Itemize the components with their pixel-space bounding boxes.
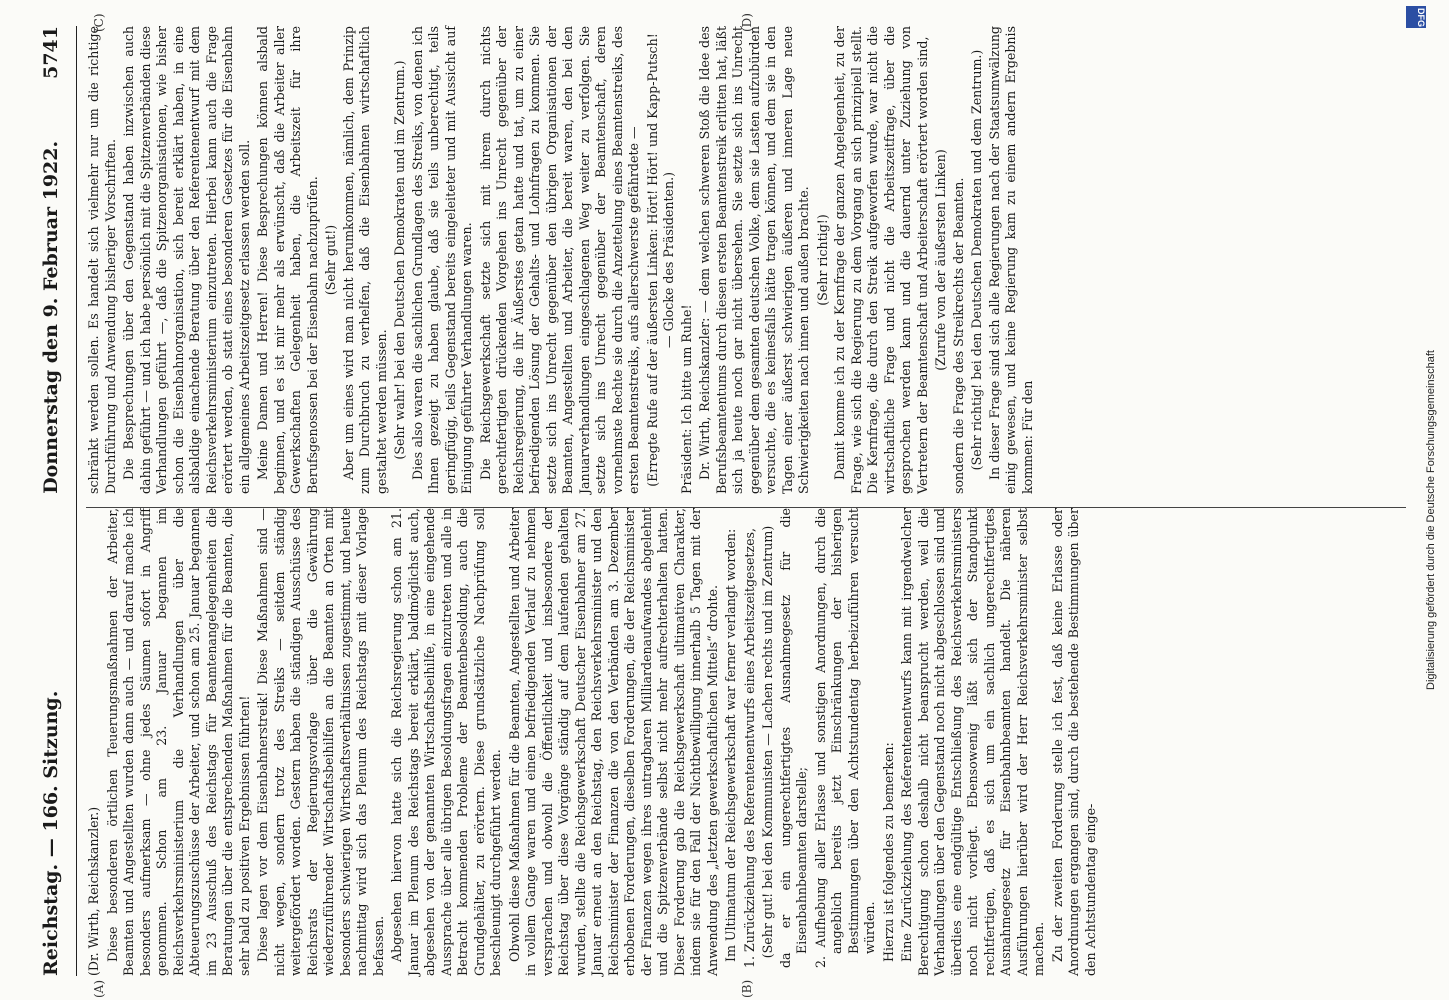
paragraph: Dr. Wirth, Reichskanzler: — dem welchen schweren Stoß die Idee des Berufsbeamtentums durch diesen ersten Beamtenstreik erlitten hat, läßt sich ja heute noch gar nicht übersehen. Sie setzte sich ins Unrecht gegenüber dem gesamten deutschen Volke, dem sie Lasten aufzubürden versuchte, die es keinesfalls hätte tragen können, und dem sie in den Tagen einer äußerst schwierigen äußeren und inneren Lage neue Schwierigkeiten nach innen und außen brachte. [697, 26, 811, 494]
interjection: (Sehr gut! bei den Kommunisten — Lachen rechts und im Zentrum) [760, 525, 775, 959]
running-head [40, 26, 77, 976]
session-title: Reichstag. — 166. Sitzung. [40, 690, 62, 976]
paragraph: Aber um eines wird man nicht herumkommen, nämlich, dem Prinzip zum Durchbruch zu verhelfen, daß die Eisenbahnen wirtschaftlich gestaltet werden müssen. [340, 26, 389, 494]
list-item: 2. Aufhebung aller Erlasse und sonstigen Anordnungen, durch die angeblich bereits jetzt Einschränkungen der bisherigen Bestimmungen über den Achtstundentag herbeizuführen versucht würden. [812, 508, 877, 968]
list-item: 1. Zurückziehung des Referentenentwurfs eines Arbeitszeitgesetzes, [741, 527, 757, 968]
paragraph: Im Ultimatum der Reichsgewerkschaft war ferner verlangt worden: [723, 528, 738, 962]
interjection: (Sehr richtig!) [814, 214, 830, 306]
paragraph: Damit komme ich zu der Kernfrage der ganzen Angelegenheit, zu der Frage, wie sich die Regierung zu dem Vorgang an sich prinzipiell stellt. Die Kernfrage, die durch den Streik aufgeworfen wurde, war nicht die wirtschaftliche Frage und nicht die Arbeitszeitfrage, über die gesprochen werden kann und die dauernd unter Zuziehung von Vertretern der Beamtenschaft und Arbeiterschaft erörtert worden sind, [832, 26, 930, 494]
paragraph: sondern die Frage des Streikrechts der Beamten. [950, 177, 966, 494]
paragraph: Meine Damen und Herren! Diese Besprechungen können alsbald beginnen, und es ist mir mehr als erwünscht, daß die Arbeiter aller Gewerkschaften Gelegenheit haben, die Arbeitszeit für ihre Berufsgenossen bei der Eisenbahn nachzuprüfen. [255, 26, 320, 494]
credit-text: Digitalisierung gefördert durch die Deutsche Forschungsgemeinschaft [1425, 350, 1437, 690]
paragraph: Eine Zurückziehung des Referentenentwurfs kann mit irgendwelcher Berechtigung schon deshalb nicht beansprucht werden, weil die Verhandlungen über den Gegenstand noch nicht abgeschlossen sind und überdies eine endgültige Entschließung des Reichsverkehrsministers noch nicht vorliegt. Ebensowenig läßt sich der Standpunkt rechtfertigen, daß es sich um ein sachlich ungerechtfertigtes Ausnahmegesetz für Eisenbahnbeamten handelt. Die näheren Ausführungen hierüber wird der Herr Reichsverkehrsminister selbst machen. [899, 508, 1046, 976]
paragraph: Dies also waren die sachlichen Grundlagen des Streiks, von denen ich Ihnen gezeigt zu haben glaube, daß sie teils unberechtigt, teils geringfügig, teils Gegenstand bereits eingeleiteter und mit Aussicht auf Einigung geführter Verhandlungen waren. [409, 26, 474, 494]
right-column [86, 26, 1406, 494]
president-line: Präsident: Ich bitte um Ruhe! [678, 304, 694, 494]
interjection: (Zurufe von der äußersten Linken) [933, 149, 948, 371]
digitization-credit [1405, 0, 1437, 1000]
paragraph: Diese lagen vor dem Eisenbahnerstreik! Diese Maßnahmen sind — nicht wegen, sondern trotz des Streiks — seitdem ständig weitergefördert worden. Gestern haben die ständigen Ausschüsse des Reichsrats der Regierungsvorlage über die Gewährung wiederzuführender Wirtschaftsbeihilfen an die Beamten an Orten mit besonders schwierigen Wirtschaftsverhältnissen zugestimmt, und heute nachmittag wird sich das Plenum des Reichstags mit dieser Vorlage befassen. [255, 508, 386, 976]
interjection: (Sehr wahr! bei den Deutschen Demokraten und im Zentrum.) [392, 60, 407, 460]
list-item: da er ein ungerechtfertigtes Ausnahmegesetz für die Eisenbahnbeamten darstelle; [777, 508, 809, 968]
text-columns [86, 26, 1406, 976]
paragraph: schränkt werden sollen. Es handelt sich vielmehr nur um die richtige Durchführung und Anwendung bisheriger Vorschriften. [86, 26, 118, 494]
speaker-line: (Dr. Wirth, Reichskanzler.) [86, 806, 101, 976]
margin-marker-c: (C) [92, 13, 106, 32]
interjection: (Sehr gut!) [323, 224, 338, 296]
dfg-logo: DFG [1406, 6, 1426, 28]
paragraph: Abgesehen hiervon hatte sich die Reichsregierung schon am 21. Januar im Plenum des Reichstags bereit erklärt, baldmöglichst auch, abgesehen von der genannten Wirtschaftsbeihilfe, in eine eingehende Aussprache über alle übrigen Besoldungsfragen einzutreten und alle in Betracht kommenden Probleme der Beamtenbesoldung, auch die Grundgehälter, zu erörtern. Diese grundsätzliche Nachprüfung soll beschleunigt durchgeführt werden. [389, 508, 503, 976]
margin-marker-b: (B) [740, 979, 754, 998]
paragraph: Die Besprechungen über den Gegenstand haben inzwischen auch dahin geführt — und ich habe persönlich mit die Spitzenverbänden diese Verhandlungen geführt —, daß die Spitzenorganisationen, wie bisher schon die Eisenbahnorganisation, sich bereit erklärt haben, in eine alsbaldige einachende Beratung über den Referentenentwurf mit dem Reichsverkehrsministerium einzutreten. Hierbei kann auch die Frage erörtert werden, ob statt eines besonderen Gesetzes für die Eisenbahn ein allgemeines Arbeitszeitgesetz erlassen werden soll. [121, 26, 252, 494]
paragraph: Diese besonderen örtlichen Teuerungsmaßnahmen der Arbeiter, Beamten und Angestellten wurden dann auch — und darauf mache ich besonders aufmerksam — ohne jedes Säumen sofort in Angriff genommen. Schon am 23. Januar begannen im Reichsverkehrsministerium die Verhandlungen über die Abteuerungszuschüsse der Arbeiter, und schon am 25. Januar begannen im 23 Ausschuß des Reichstags für Beamtenangelegenheiten die Beratungen über die entsprechenden Maßnahmen für die Beamten, die sehr bald zu positiven Ergebnissen führten! [104, 508, 252, 976]
paragraph: In dieser Frage sind sich alle Regierungen nach der Staatsumwälzung einig gewesen, und keine Regierung kam zu einem andern Ergebnis kommen: Für den [986, 26, 1035, 494]
paragraph: Zu der zweiten Forderung stelle ich fest, daß keine Erlasse oder Anordnungen ergangen sind, durch die bestehende Bestimmungen über den Achtstundentag einge- [1049, 508, 1098, 976]
paragraph: Obwohl diese Maßnahmen für die Beamten, Angestellten und Arbeiter in vollem Gange waren und einen befriedigenden Verlauf zu nehmen versprachen und obwohl die Öffentlichkeit und insbesondere der Reichstag über diese Vorgänge ständig auf dem laufenden gehalten wurden, stellte die Reichsgewerkschaft Deutscher Eisenbahner am 27. Januar erneut an den Reichstag, den Reichsverkehrsminister und den Reichsminister der Finanzen die von den Verbänden am 3. Dezember erhobenen Forderungen, dieselben Forderungen, die der Reichsminister der Finanzen wegen ihres untragbaren Milliardenaufwandes abgelehnt und die Spitzenverbände selbst nicht mehr aufrechterhalten hatten. Dieser Forderung gab die Reichsgewerkschaft ultimativen Charakter, indem sie für den Fall der Nichtbewilligung innerhalb 5 Tagen mit der Anwendung des „letzten gewerkschaftlichen Mittels“ drohte. [506, 508, 720, 976]
paragraph: Die Reichsgewerkschaft setzte sich mit ihrem durch nichts gerechtfertigten drückenden Vorgehen ins Unrecht gegenüber der Reichsregierung, die ihr Äußerstes getan hatte und tat, um zu einer befriedigenden Lösung der Gehalts- und Lohnfragen zu kommen. Sie setzte sich ins Unrecht gegenüber den übrigen Organisationen der Beamten, Angestellten und Arbeiter, die bereit waren, den bei den Januarverhandlungen eingeschlagenen Weg weiter zu verfolgen. Sie setzte sich ins Unrecht gegenüber der Beamtenschaft, deren vornehmste Rechte sie durch die Anzettelung eines Beamtenstreiks, des ersten Beamtenstreiks, aufs allerschwerste gefährdete — [477, 26, 641, 494]
interjection: (Sehr richtig! bei den Deutschen Demokraten und dem Zentrum.) [969, 49, 984, 471]
column-divider [86, 507, 1406, 508]
session-date: Donnerstag den 9. Februar 1922. [40, 140, 62, 494]
left-column [86, 508, 1406, 976]
paragraph: Hierzu ist folgendes zu bemerken: [880, 742, 896, 962]
margin-marker-a: (A) [92, 979, 106, 998]
margin-marker-d: (D) [740, 13, 754, 32]
page-number: 5741 [40, 26, 62, 79]
interjection: (Erregte Rufe auf der äußersten Linken: Hört! Hört! und Kapp-Putsch! — Glocke des Präsidenten.) [644, 33, 676, 487]
